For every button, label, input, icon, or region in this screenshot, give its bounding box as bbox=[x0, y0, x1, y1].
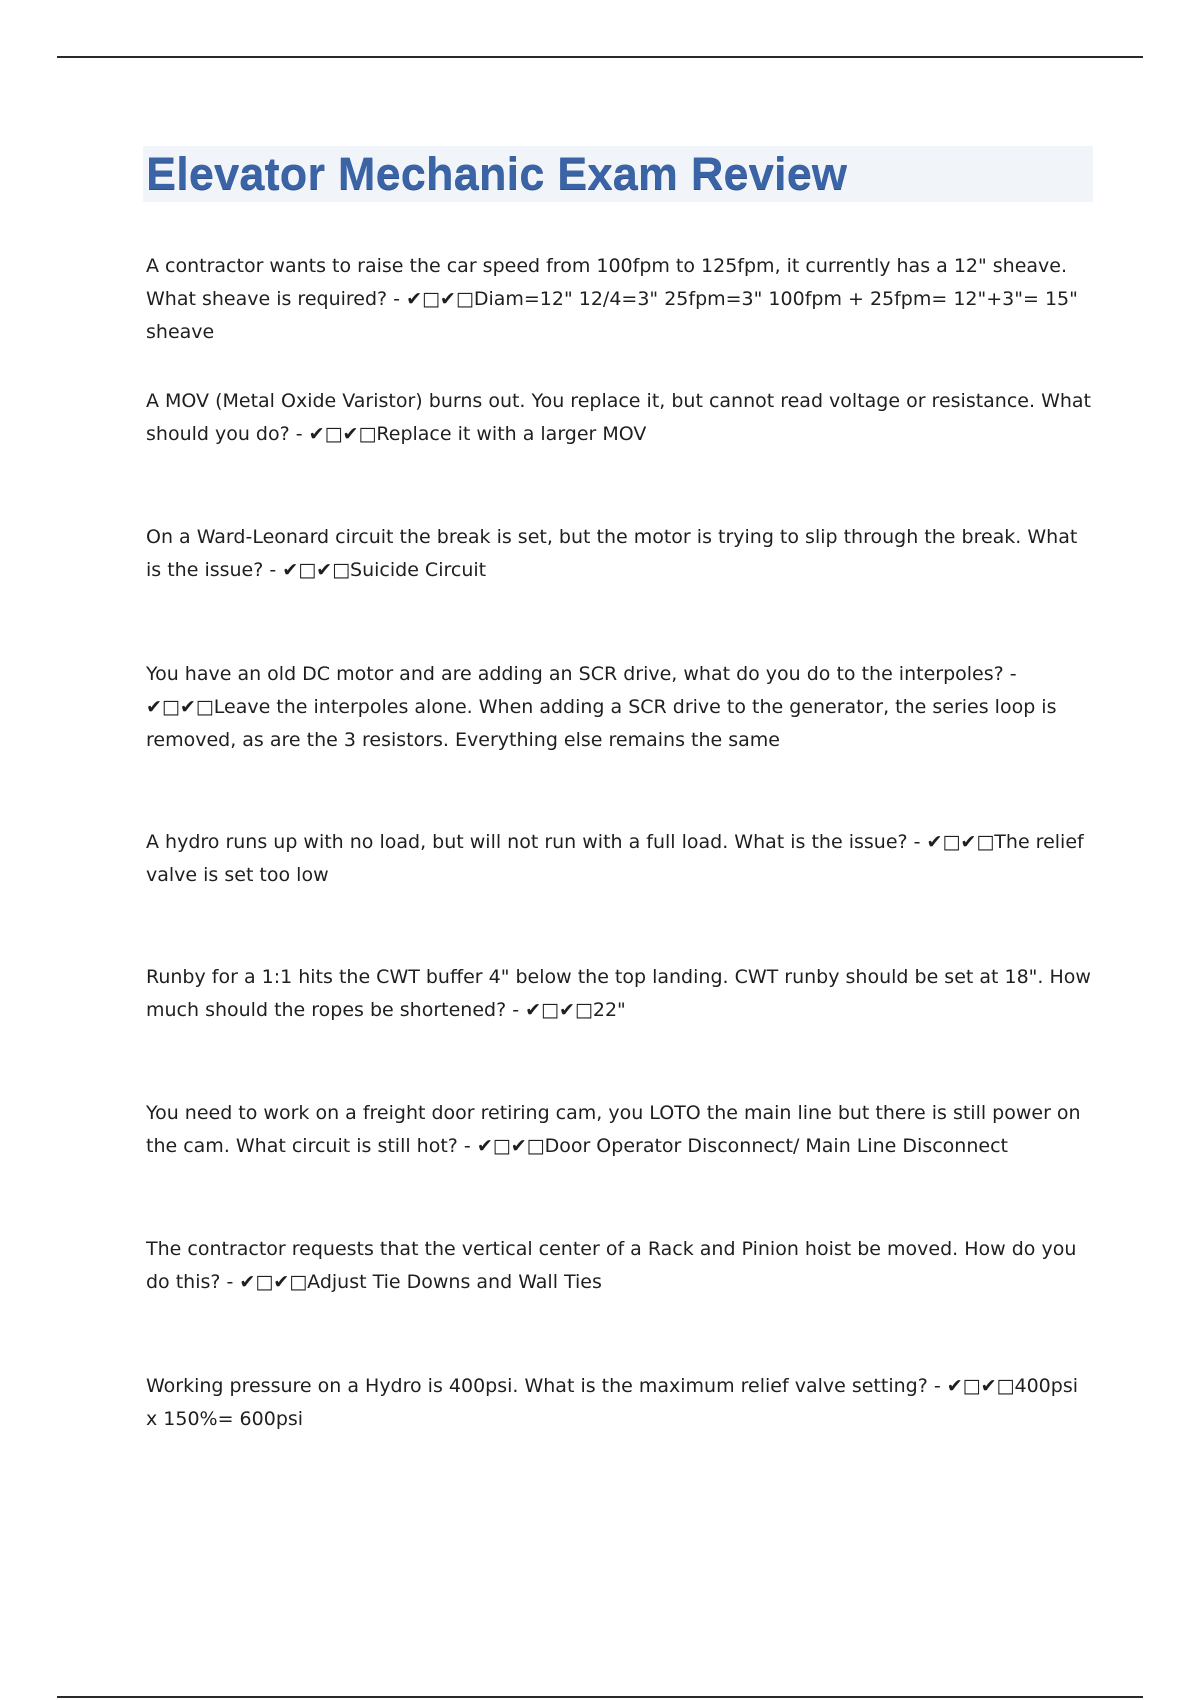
question-text: A hydro runs up with no load, but will not run with a full load. What is the issue? bbox=[146, 831, 908, 853]
separator: - bbox=[506, 999, 526, 1021]
answer-text: Door Operator Disconnect/ Main Line Disconnect bbox=[544, 1135, 1008, 1157]
top-rule bbox=[57, 56, 1143, 58]
answer-text: The relief valve is set too low bbox=[146, 831, 1084, 886]
separator: - bbox=[263, 559, 283, 581]
question-text: Runby for a 1:1 hits the CWT buffer 4" below the top landing. CWT runby should be set at 18". How much should the ropes be shortened? bbox=[146, 966, 1091, 1021]
separator: - bbox=[457, 1135, 477, 1157]
checkmark-icon: ✔□✔□ bbox=[239, 1271, 308, 1293]
qa-item-7 bbox=[146, 1097, 1091, 1163]
separator: - bbox=[907, 831, 927, 853]
page-title: Elevator Mechanic Exam Review bbox=[146, 148, 848, 199]
checkmark-icon: ✔□✔□ bbox=[525, 999, 593, 1021]
checkmark-icon: ✔□✔□ bbox=[946, 1375, 1015, 1397]
answer-text: Adjust Tie Downs and Wall Ties bbox=[307, 1271, 602, 1293]
checkmark-icon: ✔□✔□ bbox=[476, 1135, 545, 1157]
qa-item-3 bbox=[146, 521, 1091, 587]
question-text: You need to work on a freight door retiring cam, you LOTO the main line but there is still power on the cam. What circuit is still hot? bbox=[146, 1102, 1081, 1157]
qa-item-9 bbox=[146, 1370, 1091, 1436]
question-text: The contractor requests that the vertical center of a Rack and Pinion hoist be moved. How do you do this? bbox=[146, 1238, 1077, 1293]
qa-item-5 bbox=[146, 826, 1091, 892]
qa-item-2 bbox=[146, 385, 1091, 451]
checkmark-icon: ✔□✔□ bbox=[406, 288, 474, 310]
question-text: You have an old DC motor and are adding an SCR drive, what do you do to the interpoles? bbox=[146, 663, 1004, 685]
question-text: On a Ward-Leonard circuit the break is set, but the motor is trying to slip through the break. What is the issue? bbox=[146, 526, 1078, 581]
checkmark-icon: ✔□✔□ bbox=[282, 559, 351, 581]
answer-text: Leave the interpoles alone. When adding a SCR drive to the generator, the series loop is removed, as are the 3 resistors. Everything else remains the same bbox=[146, 696, 1057, 751]
separator: - bbox=[220, 1271, 240, 1293]
separator: - bbox=[387, 288, 407, 310]
question-text: A MOV (Metal Oxide Varistor) burns out. You replace it, but cannot read voltage or resistance. What should you do? bbox=[146, 390, 1091, 445]
separator: - bbox=[927, 1375, 947, 1397]
separator: - bbox=[289, 423, 309, 445]
qa-item-6 bbox=[146, 961, 1091, 1027]
qa-item-8 bbox=[146, 1233, 1091, 1299]
answer-text: Replace it with a larger MOV bbox=[376, 423, 647, 445]
question-text: Working pressure on a Hydro is 400psi. What is the maximum relief valve setting? bbox=[146, 1375, 928, 1397]
separator: - bbox=[1003, 663, 1017, 685]
answer-text: Diam=12" 12/4=3" 25fpm=3" 100fpm + 25fpm= 12"+3"= 15" sheave bbox=[146, 288, 1078, 343]
answer-text: 22" bbox=[592, 999, 626, 1021]
answer-text: 400psi x 150%= 600psi bbox=[146, 1375, 1079, 1430]
qa-item-1 bbox=[146, 250, 1091, 349]
answer-text: Suicide Circuit bbox=[350, 559, 487, 581]
bottom-rule bbox=[57, 1696, 1143, 1698]
checkmark-icon: ✔□✔□ bbox=[926, 831, 995, 853]
checkmark-icon: ✔□✔□ bbox=[308, 423, 377, 445]
checkmark-icon: ✔□✔□ bbox=[146, 696, 214, 718]
qa-item-4 bbox=[146, 658, 1091, 757]
question-text: A contractor wants to raise the car speed from 100fpm to 125fpm, it currently has a 12" sheave. What sheave is required? bbox=[146, 255, 1068, 310]
